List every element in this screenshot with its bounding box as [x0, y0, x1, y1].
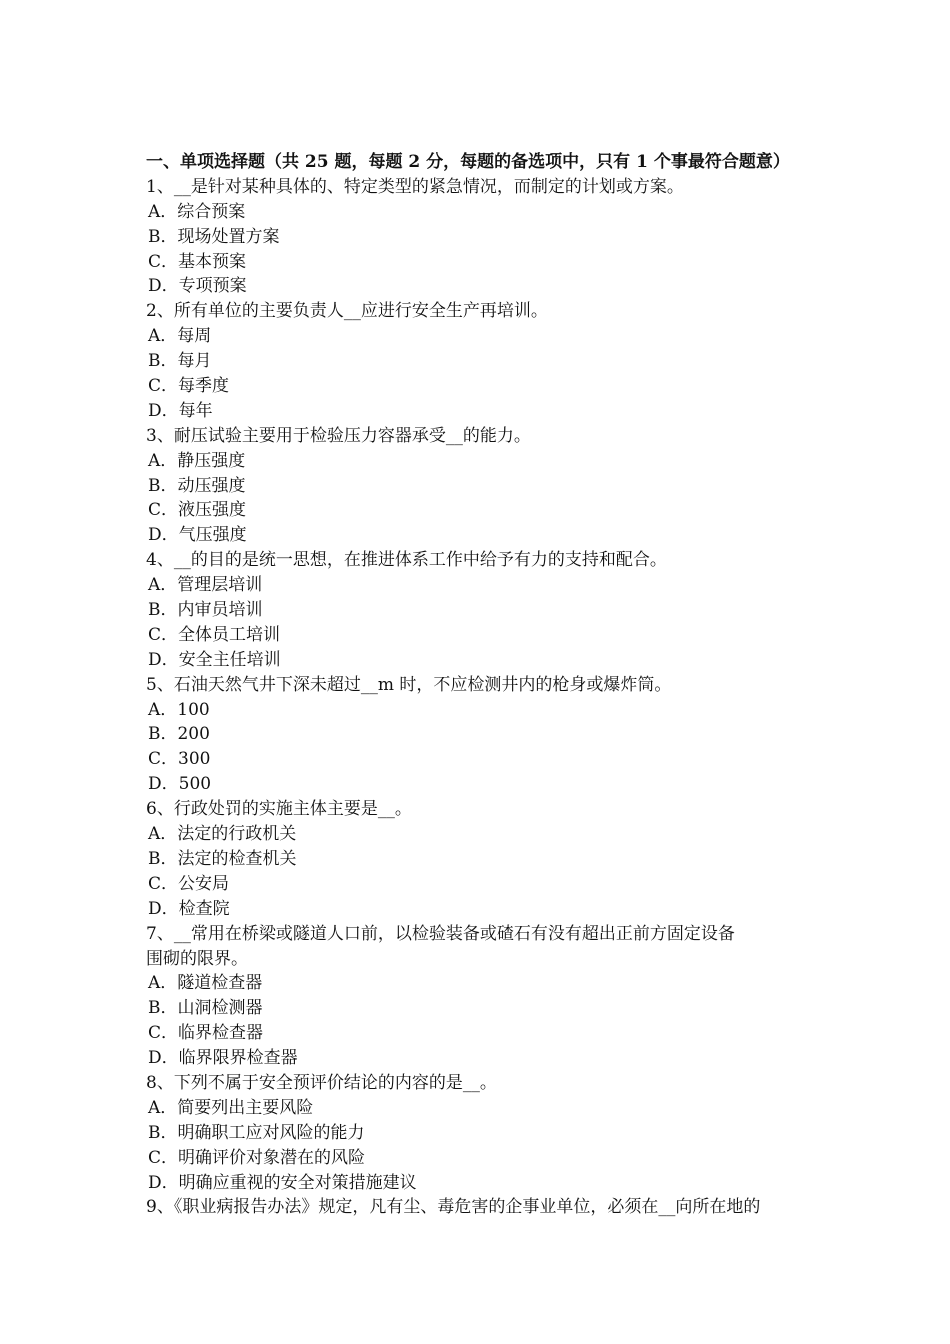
question-stem: 2、所有单位的主要负责人__应进行安全生产再培训。 [146, 301, 548, 322]
option-b: B．明确职工应对风险的能力 [148, 1122, 365, 1143]
option-c: C．液压强度 [148, 500, 247, 521]
question-stem: 5、石油天然气井下深未超过__m 时，不应检测井内的枪身或爆炸筒。 [146, 674, 672, 695]
question-stem: 6、行政处罚的实施主体主要是__。 [146, 799, 412, 820]
section-title: 一、单项选择题（共 25 题，每题 2 分，每题的备选项中，只有 1 个事最符合题意） [146, 152, 790, 172]
option-d: D．安全主任培训 [148, 649, 281, 670]
option-c: C．明确评价对象潜在的风险 [148, 1147, 366, 1168]
question-9 [146, 1195, 811, 1220]
question-5 [146, 673, 811, 797]
question-4 [146, 548, 811, 672]
option-b: B．每月 [148, 351, 212, 372]
option-d: D．临界限界检查器 [148, 1048, 298, 1069]
option-d: D．气压强度 [148, 525, 247, 546]
option-a: A．综合预案 [148, 201, 246, 222]
option-a: A．隧道检查器 [148, 973, 263, 994]
option-a: A．每周 [148, 326, 212, 347]
option-d: D．明确应重视的安全对策措施建议 [148, 1172, 417, 1193]
question-stem: 9、《职业病报告办法》规定，凡有尘、毒危害的企事业单位，必须在__向所在地的 [146, 1197, 761, 1218]
question-2 [146, 299, 811, 423]
option-a: A．100 [148, 699, 210, 720]
question-stem: 3、耐压试验主要用于检验压力容器承受__的能力。 [146, 425, 531, 446]
question-stem-line-1: 7、__常用在桥梁或隧道人口前，以检验装备或碴石有没有超出正前方固定设备 [146, 923, 735, 944]
option-b: B．动压强度 [148, 475, 246, 496]
option-d: D．500 [148, 774, 212, 795]
document-page [146, 150, 811, 1220]
question-6 [146, 797, 811, 921]
question-7 [146, 922, 811, 1071]
question-stem: 1、__是针对某种具体的、特定类型的紧急情况，而制定的计划或方案。 [146, 176, 684, 197]
option-d: D．检查院 [148, 898, 230, 919]
option-b: B．200 [148, 724, 210, 745]
option-b: B．法定的检查机关 [148, 848, 297, 869]
option-c: C．临界检查器 [148, 1023, 264, 1044]
option-b: B．山洞检测器 [148, 998, 263, 1019]
question-8 [146, 1071, 811, 1195]
option-a: A．管理层培训 [148, 575, 263, 596]
question-stem: 4、__的目的是统一思想，在推进体系工作中给予有力的支持和配合。 [146, 550, 667, 571]
option-b: B．现场处置方案 [148, 226, 280, 247]
option-c: C．300 [148, 749, 211, 770]
option-d: D．每年 [148, 400, 213, 421]
option-a: A．静压强度 [148, 450, 246, 471]
option-c: C．全体员工培训 [148, 624, 281, 645]
question-stem-line-2: 围砌的限界。 [146, 948, 248, 969]
option-d: D．专项预案 [148, 276, 247, 297]
option-b: B．内审员培训 [148, 600, 263, 621]
option-a: A．法定的行政机关 [148, 824, 297, 845]
question-3 [146, 424, 811, 548]
option-c: C．公安局 [148, 873, 230, 894]
question-1 [146, 175, 811, 299]
option-a: A．简要列出主要风险 [148, 1097, 314, 1118]
question-stem: 8、下列不属于安全预评价结论的内容的是__。 [146, 1072, 497, 1093]
option-c: C．每季度 [148, 376, 230, 397]
option-c: C．基本预案 [148, 251, 247, 272]
